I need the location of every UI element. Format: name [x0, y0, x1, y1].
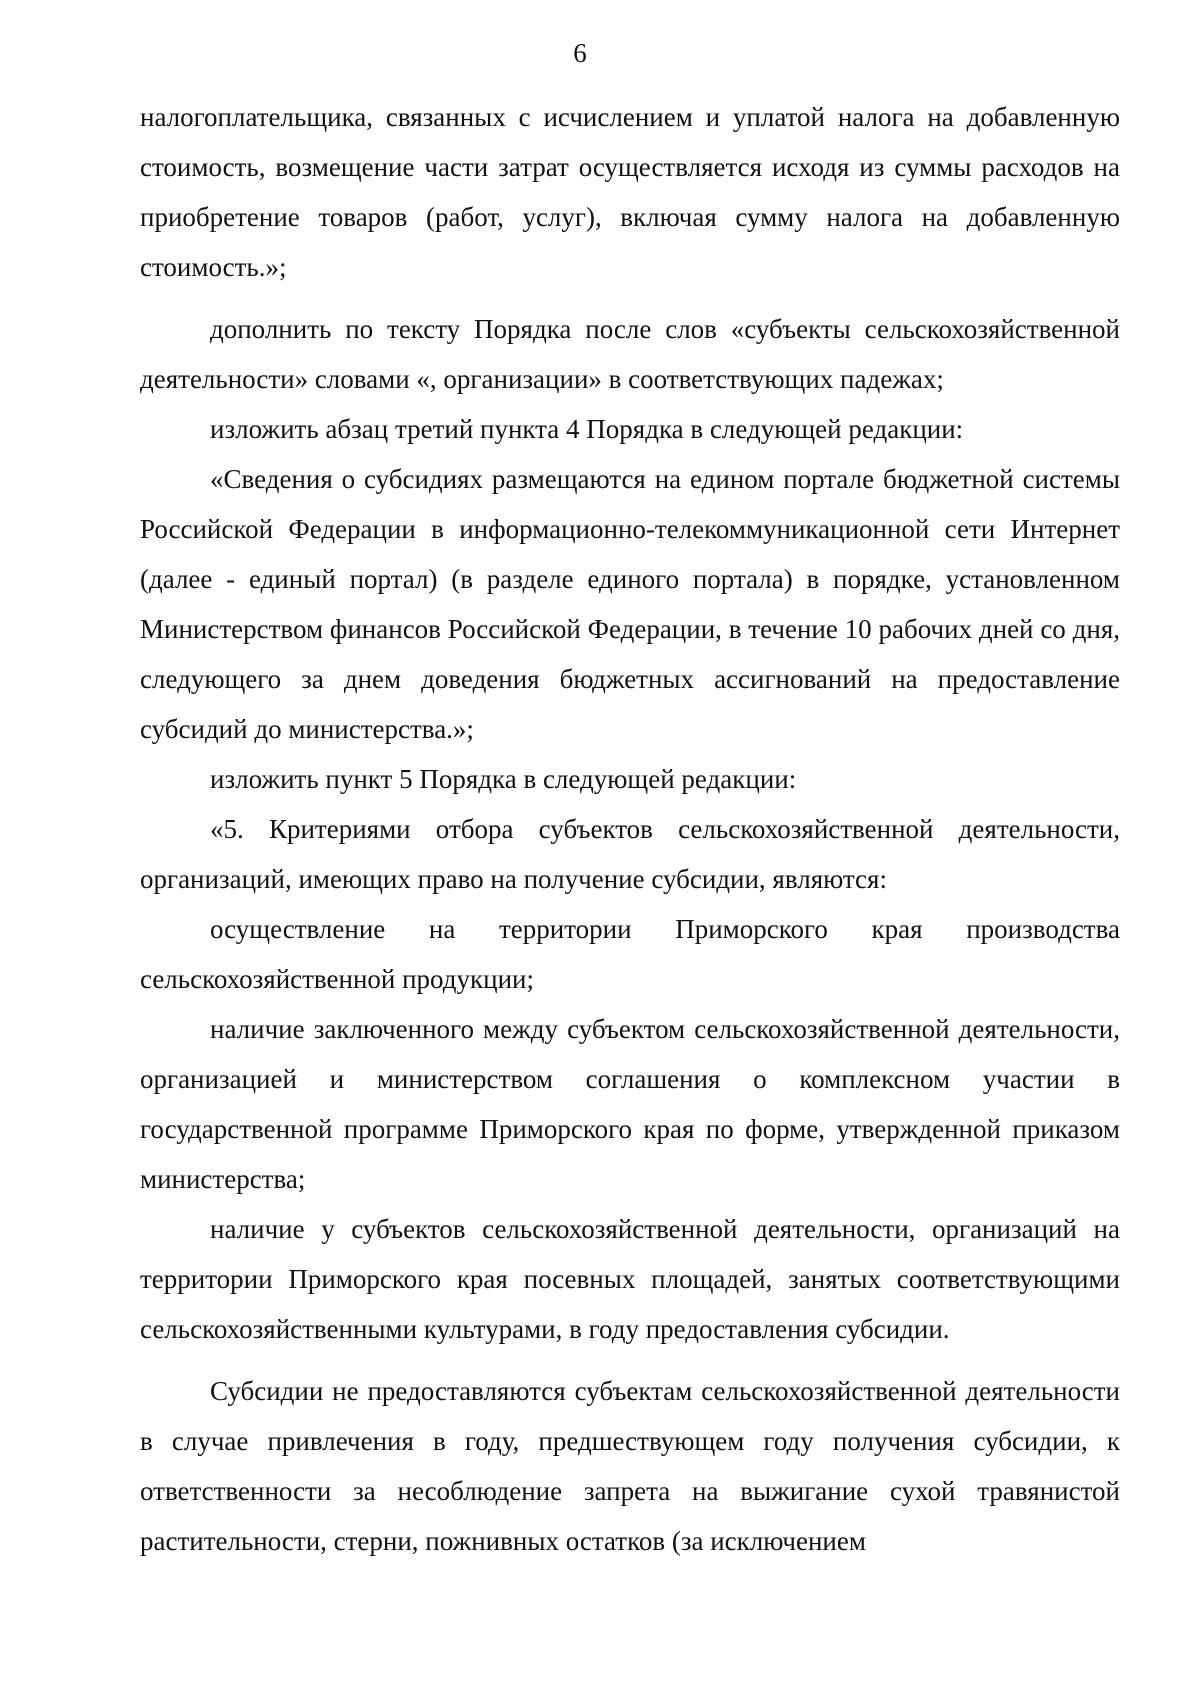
paragraph-criterion-agreement: наличие заключенного между субъектом сельскохозяйственной деятельности, организацией и министерством соглашения о комплексном участии в государственной программе Приморского края по форме, утвержденной приказом министерства;	[140, 1014, 1120, 1194]
paragraph-selection-criteria: «5. Критериями отбора субъектов сельскохозяйственной деятельности, организаций, имеющих право на получение субсидии, являются:	[140, 814, 1120, 894]
document-body	[140, 92, 1120, 1566]
paragraph-subsidy-exclusion: Субсидии не предоставляются субъектам сельскохозяйственной деятельности в случае привлечения в году, предшествующем году получения субсидии, к ответственности за несоблюдение запрета на выжигание сухой травянистой растительности, стерни, пожнивных остатков (за исключением	[140, 1376, 1120, 1556]
paragraph-supplement-text: дополнить по тексту Порядка после слов «субъекты сельскохозяйственной деятельности» словами «, организации» в соответствующих падежах;	[140, 314, 1120, 394]
paragraph-amend-point-5: изложить пункт 5 Порядка в следующей редакции:	[210, 764, 797, 794]
paragraph-criterion-production: осуществление на территории Приморского края производства сельскохозяйственной продукции;	[140, 914, 1120, 994]
page-number: 6	[573, 38, 587, 68]
paragraph-vat-continuation: налогоплательщика, связанных с исчислением и уплатой налога на добавленную стоимость, возмещение части затрат осуществляется исходя из суммы расходов на приобретение товаров (работ, услуг), включая сумму налога на добавленную стоимость.»;	[140, 102, 1120, 282]
paragraph-criterion-sown-areas: наличие у субъектов сельскохозяйственной деятельности, организаций на территории Приморского края посевных площадей, занятых соответствующими сельскохозяйственными культурами, в году предоставления субсидии.	[140, 1214, 1120, 1344]
paragraph-amend-point-4: изложить абзац третий пункта 4 Порядка в следующей редакции:	[210, 414, 964, 444]
paragraph-subsidy-info: «Сведения о субсидиях размещаются на едином портале бюджетной системы Российской Федерации в информационно-телекоммуникационной сети Интернет (далее - единый портал) (в разделе единого портала) в порядке, установленном Министерством финансов Российской Федерации, в течение 10 рабочих дней со дня, следующего за днем доведения бюджетных ассигнований на предоставление субсидий до министерства.»;	[140, 464, 1120, 744]
